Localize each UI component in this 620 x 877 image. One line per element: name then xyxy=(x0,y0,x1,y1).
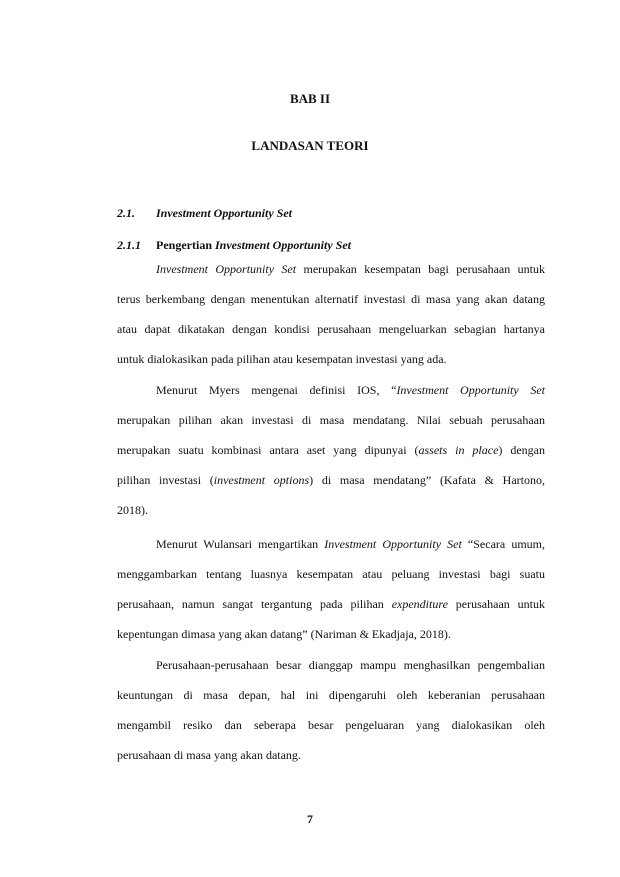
paragraph-line xyxy=(156,383,545,397)
text-run: terus berkembang dengan menentukan alternatif investasi di masa yang akan datang xyxy=(117,292,545,306)
paragraph-line xyxy=(117,503,545,517)
paragraph-line xyxy=(117,473,545,487)
subsection-number: 2.1.1 xyxy=(117,238,141,252)
paragraph-line xyxy=(117,322,545,336)
paragraph-line xyxy=(117,567,545,581)
italic-term: expenditure xyxy=(391,597,448,611)
section-title: Investment Opportunity Set xyxy=(156,206,293,220)
paragraph-line xyxy=(117,292,545,306)
italic-term: investment options xyxy=(213,473,310,487)
text-run: perusahaan di masa yang akan datang. xyxy=(117,748,301,762)
text-run: ) dengan xyxy=(498,443,545,457)
chapter-title: LANDASAN TEORI xyxy=(251,138,369,153)
text-run: merupakan pilihan akan investasi di masa mendatang. Nilai sebuah perusahaan xyxy=(117,413,545,427)
paragraph-line xyxy=(117,718,545,732)
text-run: “Secara umum, xyxy=(461,537,545,551)
paragraph-line xyxy=(117,627,545,641)
text-run: Perusahaan-perusahaan besar dianggap mampu menghasilkan pengembalian xyxy=(156,658,545,672)
italic-term: Investment Opportunity Set xyxy=(324,537,462,551)
text-run: pilihan investasi ( xyxy=(117,473,214,487)
paragraph-line xyxy=(156,658,545,672)
paragraph-line xyxy=(117,597,545,611)
paragraph-line xyxy=(156,262,545,276)
section-heading xyxy=(117,206,292,221)
paragraph-line xyxy=(117,352,545,366)
text-run: atau dapat dikatakan dengan kondisi perusahaan mengeluarkan sebagian hartanya xyxy=(117,322,545,336)
italic-term: Investment Opportunity Set xyxy=(396,383,545,397)
text-run: 2018). xyxy=(117,503,148,517)
section-number: 2.1. xyxy=(117,206,135,220)
italic-term: assets in place xyxy=(418,443,499,457)
text-run: keuntungan di masa depan, hal ini dipengaruhi oleh keberanian perusahaan xyxy=(117,688,545,702)
paragraph-line xyxy=(117,413,545,427)
paragraph-line xyxy=(117,688,545,702)
subsection-heading xyxy=(117,238,351,253)
italic-term: Investment Opportunity Set xyxy=(156,262,297,276)
paragraph-line xyxy=(156,537,545,551)
paragraph-line xyxy=(117,443,545,457)
text-run: merupakan kesempatan bagi perusahaan untuk xyxy=(296,262,545,276)
paragraph-line xyxy=(117,748,545,762)
text-run: kepentungan dimasa yang akan datang” (Nariman & Ekadjaja, 2018). xyxy=(117,627,451,641)
text-run: Menurut Myers mengenai definisi IOS, “ xyxy=(156,383,397,397)
text-run: perusahaan, namun sangat tergantung pada pilihan xyxy=(117,597,392,611)
text-run: perusahaan untuk xyxy=(447,597,545,611)
subsection-title-plain: Pengertian xyxy=(156,238,215,252)
text-run: mengambil resiko dan seberapa besar pengeluaran yang dialokasikan oleh xyxy=(117,718,545,732)
subsection-title-italic: Investment Opportunity Set xyxy=(215,238,352,252)
text-run: menggambarkan tentang luasnya kesempatan atau peluang investasi bagi suatu xyxy=(117,567,545,581)
text-run: Menurut Wulansari mengartikan xyxy=(156,537,325,551)
text-run: merupakan suatu kombinasi antara aset yang dipunyai ( xyxy=(117,443,419,457)
chapter-heading: BAB II xyxy=(289,91,331,106)
text-run: ) di masa mendatang” (Kafata & Hartono, xyxy=(309,473,545,487)
text-run: untuk dialokasikan pada pilihan atau kesempatan investasi yang ada. xyxy=(117,352,447,366)
page-number: 7 xyxy=(307,812,313,826)
